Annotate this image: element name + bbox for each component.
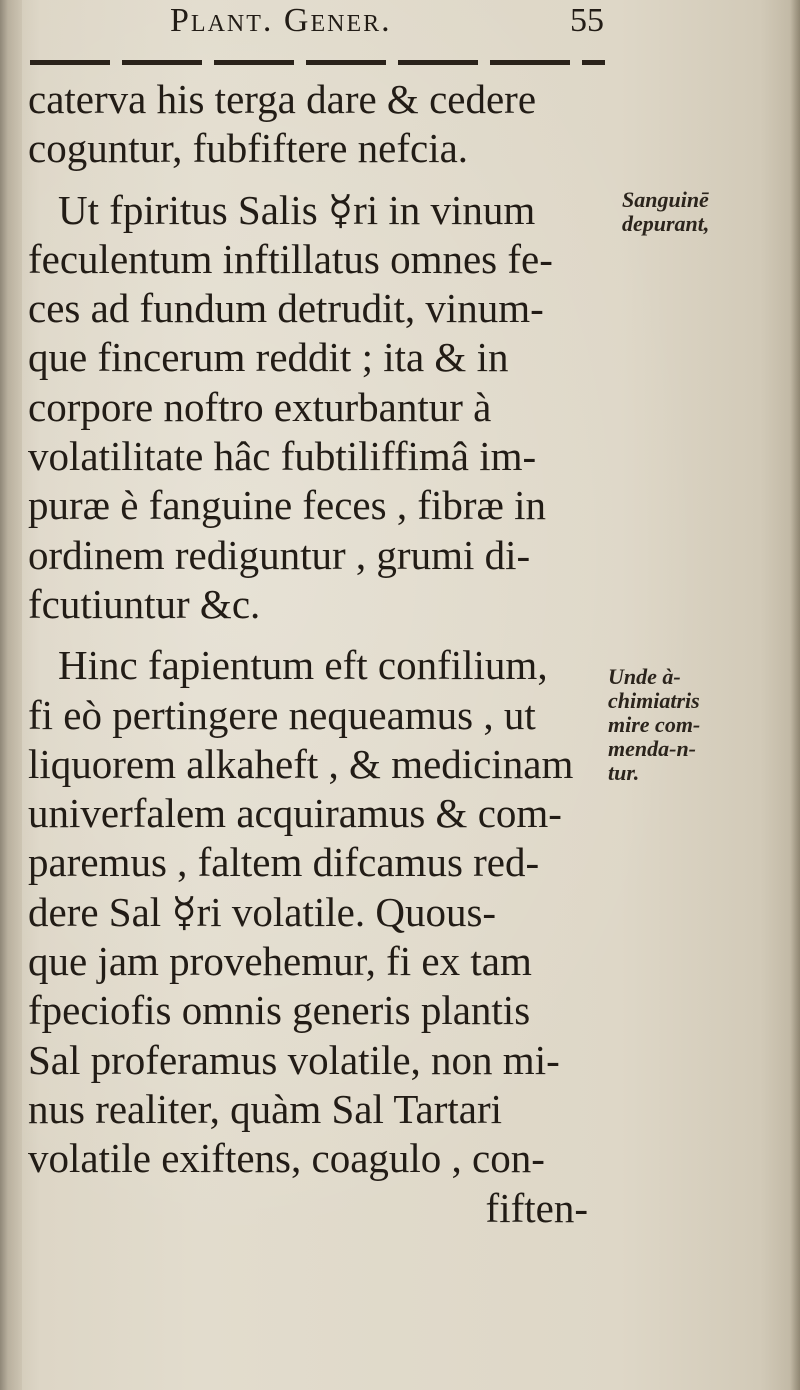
body-text bbox=[28, 75, 618, 1233]
text-line: nus realiter, quàm Sal Tartari bbox=[28, 1085, 503, 1132]
text-line: fcutiuntur &c. bbox=[28, 580, 261, 627]
margin-note-unde bbox=[608, 665, 700, 785]
page-header bbox=[170, 2, 610, 46]
page-number: 55 bbox=[570, 2, 604, 39]
text-line: univerfalem acquiramus & com- bbox=[28, 790, 562, 837]
text-line: corpore noftro exturbantur à bbox=[28, 383, 492, 430]
margin-note-line: Sanguinē bbox=[622, 187, 709, 212]
text-line: dere Sal ☿ri volatile. Quous- bbox=[28, 888, 497, 935]
text-line: Sal proferamus volatile, non mi- bbox=[28, 1036, 560, 1083]
margin-note-sanguinem bbox=[622, 188, 709, 236]
text-line: que fincerum reddit ; ita & in bbox=[28, 334, 509, 381]
text-line: caterva his terga dare & cedere bbox=[28, 76, 537, 122]
margin-note-line: mire com- bbox=[608, 712, 701, 737]
text-line: fi eò pertingere nequeamus , ut bbox=[28, 691, 536, 738]
running-head: Plant. Gener. bbox=[170, 2, 392, 39]
paragraph-start-line: Hinc fapientum eft confilium, bbox=[58, 642, 548, 689]
text-line: liquorem alkaheft , & medicinam bbox=[28, 740, 574, 787]
paragraph-start-line: Ut fpiritus Salis ☿ri in vinum bbox=[58, 186, 536, 233]
text-line: volatile exiftens, coagulo , con- bbox=[28, 1135, 545, 1182]
margin-note-line: tur. bbox=[608, 760, 640, 785]
header-rule bbox=[30, 60, 605, 65]
text-line: volatilitate hâc fubtiliffimâ im- bbox=[28, 433, 537, 480]
margin-note-line: chimiatris bbox=[608, 688, 700, 713]
binding-gutter bbox=[0, 0, 22, 1390]
text-line: coguntur, fubfiftere nefcia. bbox=[28, 125, 469, 172]
text-line: feculentum inftillatus omnes fe- bbox=[28, 235, 553, 282]
catchword-line: fiften- bbox=[485, 1184, 588, 1231]
margin-note-line: depurant, bbox=[622, 211, 710, 236]
text-line: ordinem rediguntur , grumi di- bbox=[28, 531, 531, 578]
page-edge-shadow bbox=[790, 0, 800, 1390]
text-line: ces ad fundum detrudit, vinum- bbox=[28, 285, 544, 332]
text-line: fpeciofis omnis generis plantis bbox=[28, 987, 531, 1034]
text-line: puræ è fanguine feces , fibræ in bbox=[28, 482, 547, 529]
margin-note-line: Unde à- bbox=[608, 664, 681, 689]
margin-note-line: menda-n- bbox=[608, 736, 696, 761]
text-line: paremus , faltem difcamus red- bbox=[28, 839, 540, 886]
text-line: que jam provehemur, fi ex tam bbox=[28, 938, 532, 985]
